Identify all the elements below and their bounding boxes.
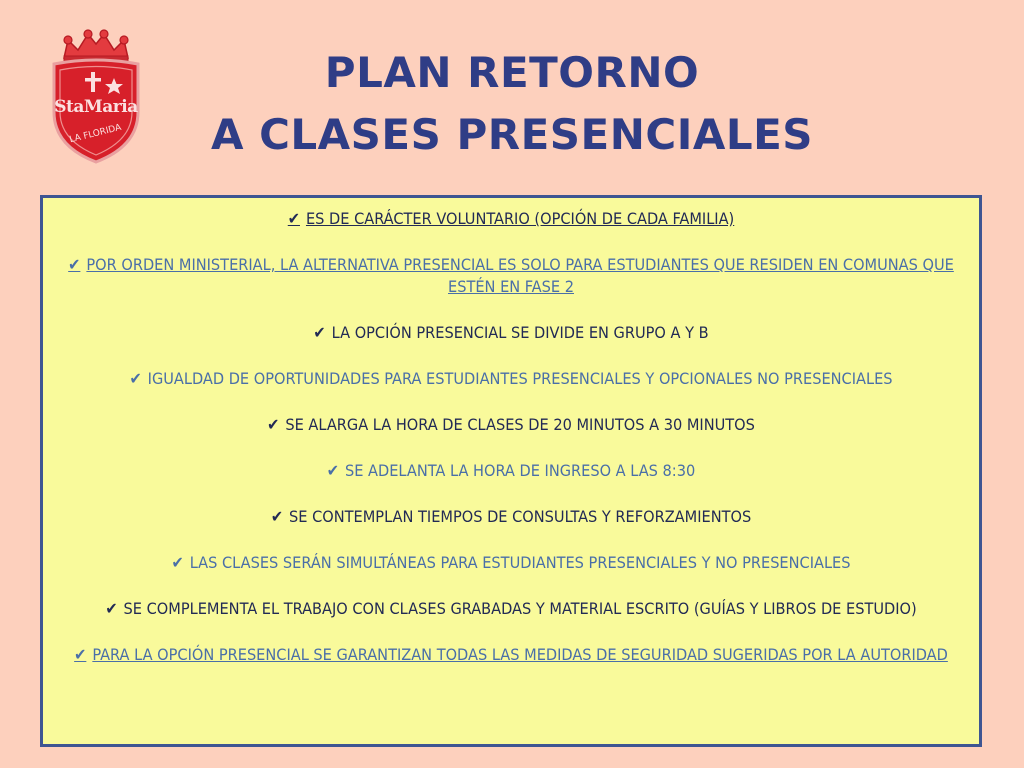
list-item-text: SE COMPLEMENTA EL TRABAJO CON CLASES GRABADAS Y MATERIAL ESCRITO (GUÍAS Y LIBROS DE ESTUDIO): [123, 599, 917, 618]
title-line-2: A CLASES PRESENCIALES: [210, 110, 814, 159]
crest-subtext: LA FLORIDA: [68, 122, 123, 146]
list-item-text: POR ORDEN MINISTERIAL, LA ALTERNATIVA PRESENCIAL ES SOLO PARA ESTUDIANTES QUE RESIDEN EN COMUNAS QUE ESTÉN EN FASE 2: [86, 255, 954, 296]
info-panel: [40, 195, 982, 747]
check-icon: ✔: [105, 599, 118, 618]
list-item: [61, 552, 961, 574]
list-item-text: LA OPCIÓN PRESENCIAL SE DIVIDE EN GRUPO A Y B: [331, 323, 709, 342]
list-item-text: IGUALDAD DE OPORTUNIDADES PARA ESTUDIANTES PRESENCIALES Y OPCIONALES NO PRESENCIALES: [147, 369, 893, 388]
check-icon: ✔: [287, 209, 300, 228]
crest-name-text: StaMaria: [54, 97, 138, 117]
check-icon: ✔: [74, 645, 87, 664]
page-title: [0, 42, 1024, 166]
check-icon: ✔: [68, 255, 81, 274]
list-item: [61, 506, 961, 528]
check-icon: ✔: [326, 461, 339, 480]
list-item-text: SE CONTEMPLAN TIEMPOS DE CONSULTAS Y REFORZAMIENTOS: [289, 507, 752, 526]
title-line-1: PLAN RETORNO: [324, 48, 700, 97]
check-icon: ✔: [129, 369, 142, 388]
list-item: [61, 460, 961, 482]
list-item: [61, 322, 961, 344]
list-item: [61, 368, 961, 390]
list-item-text: LAS CLASES SERÁN SIMULTÁNEAS PARA ESTUDIANTES PRESENCIALES Y NO PRESENCIALES: [189, 553, 851, 572]
list-item: [61, 644, 961, 666]
list-item-text: SE ALARGA LA HORA DE CLASES DE 20 MINUTOS A 30 MINUTOS: [285, 415, 755, 434]
check-icon: ✔: [267, 415, 280, 434]
check-icon: ✔: [313, 323, 326, 342]
checklist: [43, 198, 979, 666]
list-item: [61, 414, 961, 436]
list-item-text: PARA LA OPCIÓN PRESENCIAL SE GARANTIZAN TODAS LAS MEDIDAS DE SEGURIDAD SUGERIDAS POR LA AUTORIDAD: [92, 645, 948, 664]
list-item-text: SE ADELANTA LA HORA DE INGRESO A LAS 8:30: [344, 461, 696, 480]
list-item-text: ES DE CARÁCTER VOLUNTARIO (OPCIÓN DE CADA FAMILIA): [305, 209, 735, 228]
list-item: [61, 208, 961, 230]
list-item: [61, 254, 961, 298]
check-icon: ✔: [270, 507, 284, 526]
list-item: [61, 598, 961, 620]
check-icon: ✔: [171, 553, 184, 572]
